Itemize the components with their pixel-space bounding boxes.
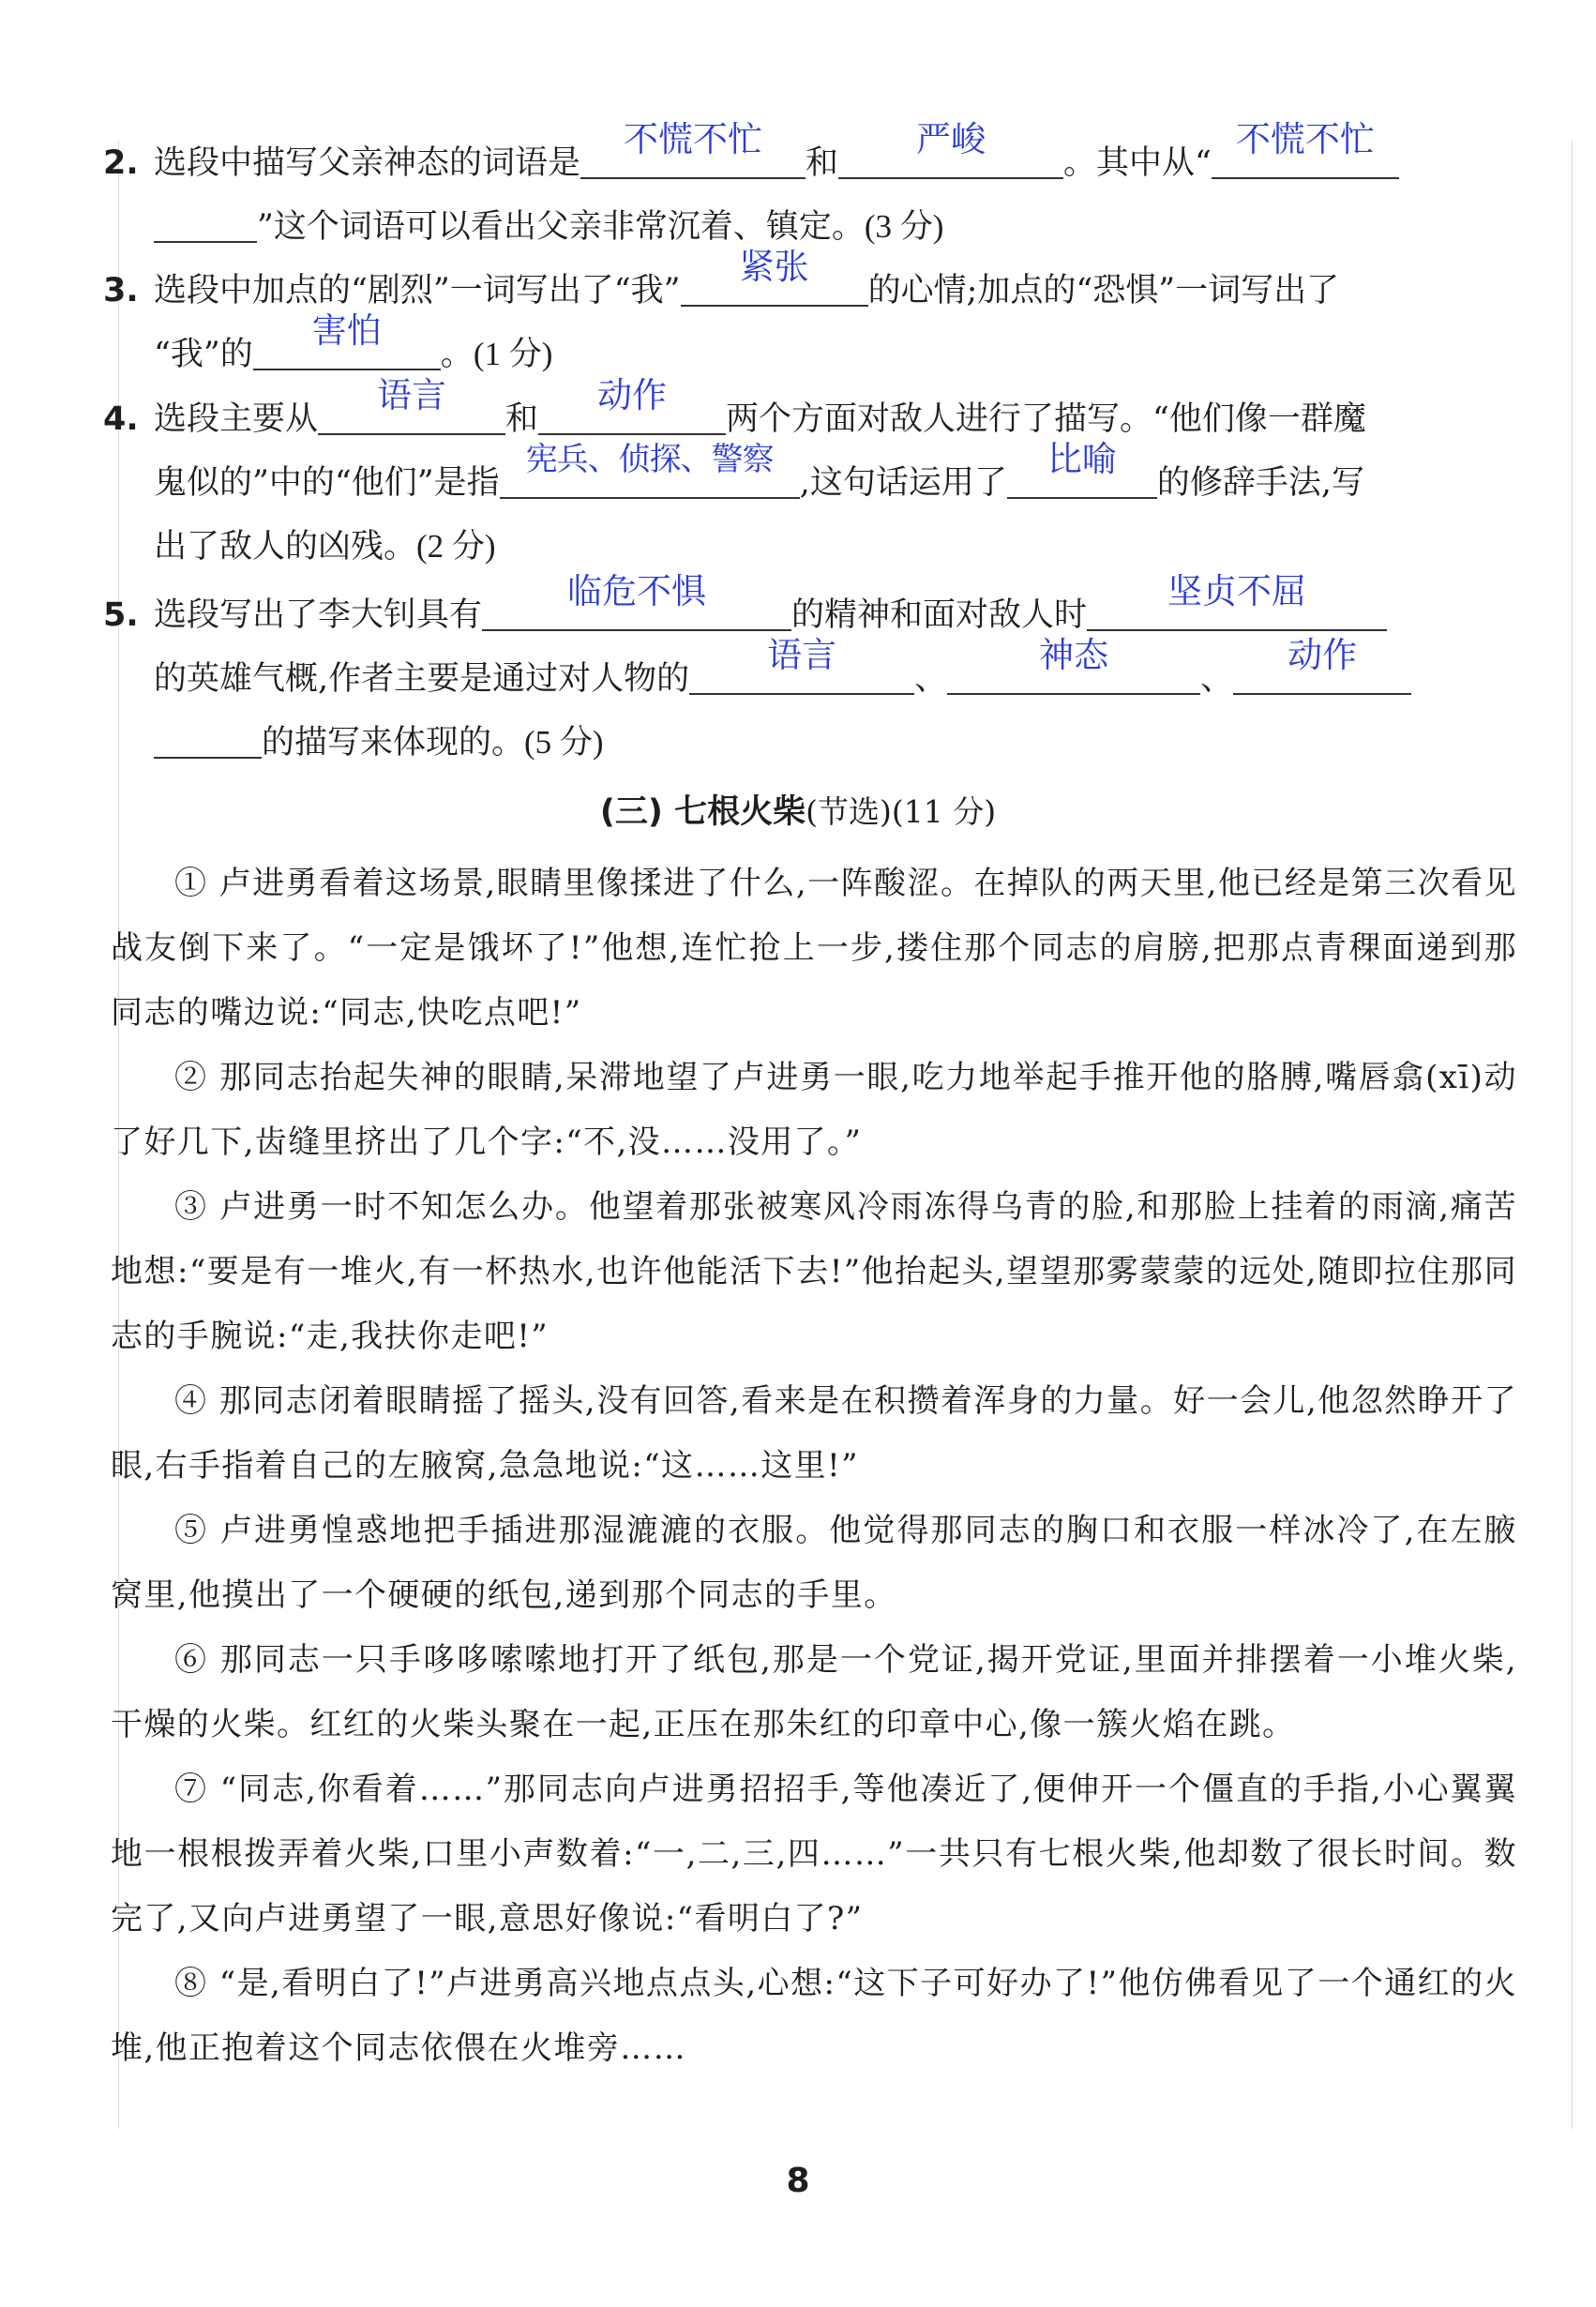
- answer-handwriting: 神态: [1039, 635, 1109, 675]
- answer-blank[interactable]: [1233, 635, 1411, 695]
- question-text: 和: [806, 144, 839, 182]
- question-text: 选段主要从: [154, 400, 319, 438]
- question-number: 3.: [103, 272, 139, 309]
- separator: 、: [914, 660, 948, 698]
- answer-blank[interactable]: [1007, 439, 1157, 499]
- answer-blank[interactable]: [580, 119, 806, 179]
- reading-passage: [111, 852, 1517, 2081]
- question-text: 选段写出了李大钊具有: [154, 596, 483, 634]
- question-3: [103, 247, 1514, 386]
- passage-paragraph-1: ① 卢进勇看着这场景,眼睛里像揉进了什么,一阵酸涩。在掉队的两天里,他已经是第三次看见战友倒下来了。“一定是饿坏了!”他想,连忙抢上一步,搂住那个同志的肩膀,把那点青稞面递到那同志的嘴边说:“同志,快吃点吧!”: [111, 865, 1517, 1032]
- answer-handwriting: 害怕: [311, 310, 382, 351]
- question-number: 5.: [103, 596, 139, 634]
- question-text: 两个方面对敌人进行了描写。“他们像一群魔: [726, 400, 1366, 438]
- question-text: ,这句话运用了: [799, 464, 1007, 502]
- answer-handwriting: 宪兵、侦探、警察: [525, 441, 774, 478]
- answer-handwriting: 不慌不忙: [624, 119, 763, 159]
- question-number: 4.: [103, 400, 139, 438]
- passage-paragraph-5: ⑤ 卢进勇惶惑地把手插进那湿漉漉的衣服。他觉得那同志的胸口和衣服一样冰冷了,在左腋窝里,他摸出了一个硬硬的纸包,递到那个同志的手里。: [111, 1512, 1517, 1614]
- question-text: 鬼似的”中的“他们”是指: [154, 464, 500, 502]
- score-label: (1 分): [473, 336, 553, 372]
- question-text: ”这个词语可以看出父亲非常沉着、镇定。: [257, 208, 865, 246]
- question-text: 选段中加点的“剧烈”一词写出了“我”: [154, 272, 681, 309]
- answer-blank[interactable]: [500, 441, 800, 499]
- section-title: (三) 七根火柴: [599, 793, 806, 831]
- answer-blank-continued[interactable]: [154, 196, 257, 243]
- question-text: 的英雄气概,作者主要是通过对人物的: [154, 660, 690, 698]
- score-label: (3 分): [864, 208, 944, 245]
- answer-blank[interactable]: [689, 635, 914, 695]
- passage-paragraph-3: ③ 卢进勇一时不知怎么办。他望着那张被寒风冷雨冻得乌青的脸,和那脸上挂着的雨滴,痛苦地想:“要是有一堆火,有一杯热水,也许他能活下去!”他抬起头,望望那雾蒙蒙的远处,随即拉住那同志的手腕说:“走,我扶你走吧!”: [111, 1188, 1517, 1355]
- score-label: (5 分): [524, 724, 604, 761]
- question-4: [103, 375, 1514, 579]
- passage-paragraph-2: ② 那同志抬起失神的眼睛,呆滞地望了卢进勇一眼,吃力地举起手推开他的胳膊,嘴唇翕(xī)动了好几下,齿缝里挤出了几个字:“不,没……没用了。”: [111, 1059, 1517, 1161]
- answer-handwriting: 语言: [767, 635, 837, 675]
- answer-handwriting: 动作: [597, 375, 668, 415]
- passage-paragraph-4: ④ 那同志闭着眼睛摇了摇头,没有回答,看来是在积攒着浑身的力量。好一会儿,他忽然睁开了眼,右手指着自己的左腋窝,急急地说:“这……这里!”: [111, 1382, 1517, 1485]
- question-text: 选段中描写父亲神态的词语是: [154, 144, 581, 182]
- answer-blank[interactable]: [681, 247, 868, 307]
- question-text: 。其中从“: [1063, 144, 1212, 182]
- score-label: (2 分): [416, 528, 496, 565]
- question-text: 的心情;加点的“恐惧”一词写出了: [867, 272, 1340, 309]
- passage-paragraph-8: ⑧ “是,看明白了!”卢进勇高兴地点点头,心想:“这下子可好办了!”他仿佛看见了一个通红的火堆,他正抱着这个同志依偎在火堆旁……: [111, 1965, 1517, 2067]
- question-number: 2.: [103, 144, 139, 182]
- passage-paragraph-6: ⑥ 那同志一只手哆哆嗦嗦地打开了纸包,那是一个党证,揭开党证,里面并排摆着一小堆火柴,干燥的火柴。红红的火柴头聚在一起,正压在那朱红的印章中心,像一簇火焰在跳。: [111, 1641, 1517, 1743]
- section-score: (11 分): [891, 793, 997, 830]
- question-text: 的修辞手法,写: [1156, 464, 1364, 502]
- separator: 、: [1200, 660, 1234, 698]
- question-text: 出了敌人的凶残。: [154, 528, 417, 565]
- answer-handwriting: 比喻: [1046, 439, 1117, 479]
- section-subtitle: (节选): [806, 793, 892, 830]
- question-text: 和: [505, 400, 539, 438]
- answer-blank[interactable]: [838, 119, 1063, 179]
- answer-handwriting: 不慌不忙: [1235, 119, 1375, 159]
- answer-handwriting: 严峻: [916, 119, 986, 159]
- question-text: “我”的: [154, 336, 253, 373]
- answer-blank-continued[interactable]: [154, 712, 262, 759]
- answer-handwriting: 语言: [377, 375, 447, 415]
- answer-handwriting: 紧张: [739, 247, 809, 287]
- answer-handwriting: 临危不惧: [567, 571, 707, 611]
- page-number: 8: [786, 2162, 810, 2200]
- answer-blank[interactable]: [947, 635, 1200, 695]
- section-heading: [0, 786, 1596, 833]
- question-5: [103, 571, 1514, 775]
- answer-handwriting: 坚贞不屈: [1167, 571, 1307, 611]
- question-text: 的描写来体现的。: [262, 724, 525, 761]
- answer-blank[interactable]: [1212, 119, 1399, 179]
- passage-paragraph-7: ⑦ “同志,你看着……”那同志向卢进勇招招手,等他凑近了,便伸开一个僵直的手指,小心翼翼地一根根拨弄着火柴,口里小声数着:“一,二,三,四……”一共只有七根火柴,他却数了很长时间。数完了,又向卢进勇望了一眼,意思好像说:“看明白了?”: [111, 1771, 1517, 1938]
- question-text: 的精神和面对敌人时: [791, 596, 1088, 634]
- answer-blank[interactable]: [318, 375, 505, 435]
- question-text: 。: [440, 336, 474, 373]
- answer-handwriting: 动作: [1287, 635, 1358, 675]
- right-margin-line: [1572, 141, 1573, 2129]
